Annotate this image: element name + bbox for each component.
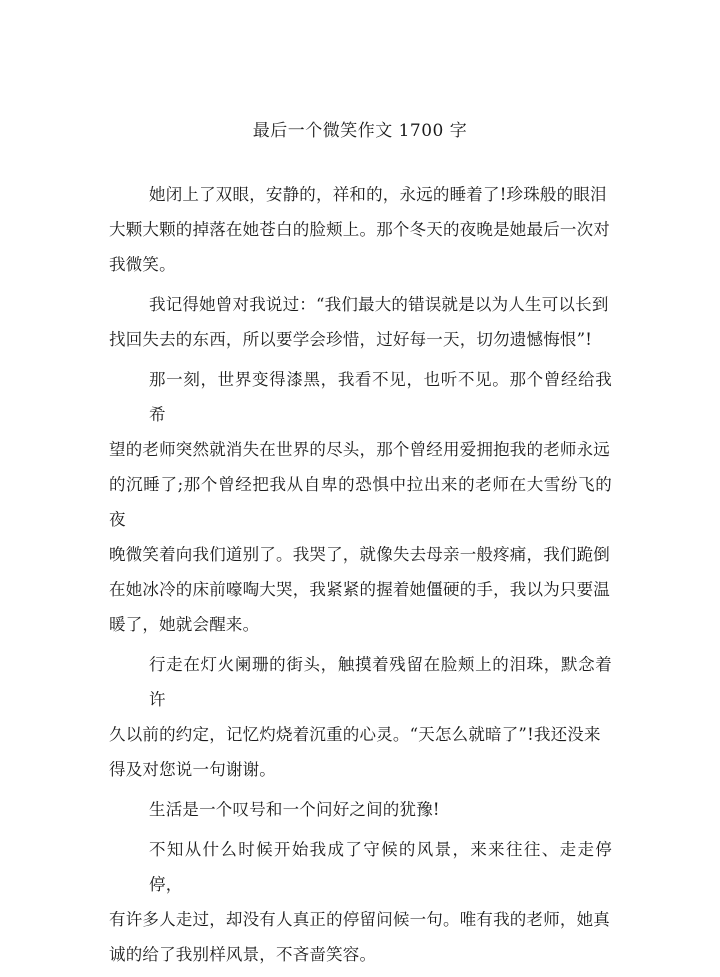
- paragraph-line: 的沉睡了;那个曾经把我从自卑的恐惧中拉出来的老师在大雪纷飞的夜: [109, 475, 612, 529]
- paragraph: [109, 287, 612, 357]
- paragraph-line: 暖了，她就会醒来。: [109, 615, 260, 634]
- paragraph-line: 那一刻，世界变得漆黑，我看不见，也听不见。那个曾经给我希: [149, 370, 612, 424]
- paragraph-line: 有许多人走过，却没有人真正的停留问候一句。唯有我的老师，她真: [109, 910, 610, 929]
- paragraph-line: 在她冰冷的床前嚎啕大哭，我紧紧的握着她僵硬的手，我以为只要温: [109, 580, 610, 599]
- paragraph: [109, 177, 612, 282]
- paragraph: [109, 362, 612, 642]
- paragraph-line: 久以前的约定，记忆灼烧着沉重的心灵。“天怎么就暗了”!我还没来: [109, 725, 601, 744]
- paragraph-line: 晚微笑着向我们道别了。我哭了，就像失去母亲一般疼痛，我们跪倒: [109, 545, 610, 564]
- paragraph-line: 大颗大颗的掉落在她苍白的脸颊上。那个冬天的夜晚是她最后一次对: [109, 220, 610, 239]
- paragraph-line: 诚的给了我别样风景，不吝啬笑容。: [109, 945, 377, 964]
- paragraph-line: 生活是一个叹号和一个问好之间的犹豫!: [149, 800, 440, 819]
- paragraph-line: 行走在灯火阑珊的街头，触摸着残留在脸颊上的泪珠，默念着许: [149, 655, 612, 709]
- paragraph-line: 我记得她曾对我说过：“我们最大的错误就是以为人生可以长到: [149, 295, 609, 314]
- paragraph: [109, 792, 612, 827]
- paragraph-line: 得及对您说一句谢谢。: [109, 760, 276, 779]
- paragraph-line: 我微笑。: [109, 255, 176, 274]
- paragraph-line: 找回失去的东西，所以要学会珍惜，过好每一天，切勿遗憾悔恨”!: [109, 330, 593, 349]
- document-title: 最后一个微笑作文 1700 字: [252, 121, 468, 141]
- paragraph: [109, 832, 612, 972]
- paragraph-line: 她闭上了双眼，安静的，祥和的，永远的睡着了!珍珠般的眼泪: [149, 185, 607, 204]
- paragraph-line: 望的老师突然就消失在世界的尽头，那个曾经用爱拥抱我的老师永远: [109, 440, 610, 459]
- paragraph: [109, 647, 612, 787]
- document-body: [109, 177, 612, 977]
- paragraph-line: 不知从什么时候开始我成了守候的风景，来来往往、走走停停，: [149, 840, 612, 894]
